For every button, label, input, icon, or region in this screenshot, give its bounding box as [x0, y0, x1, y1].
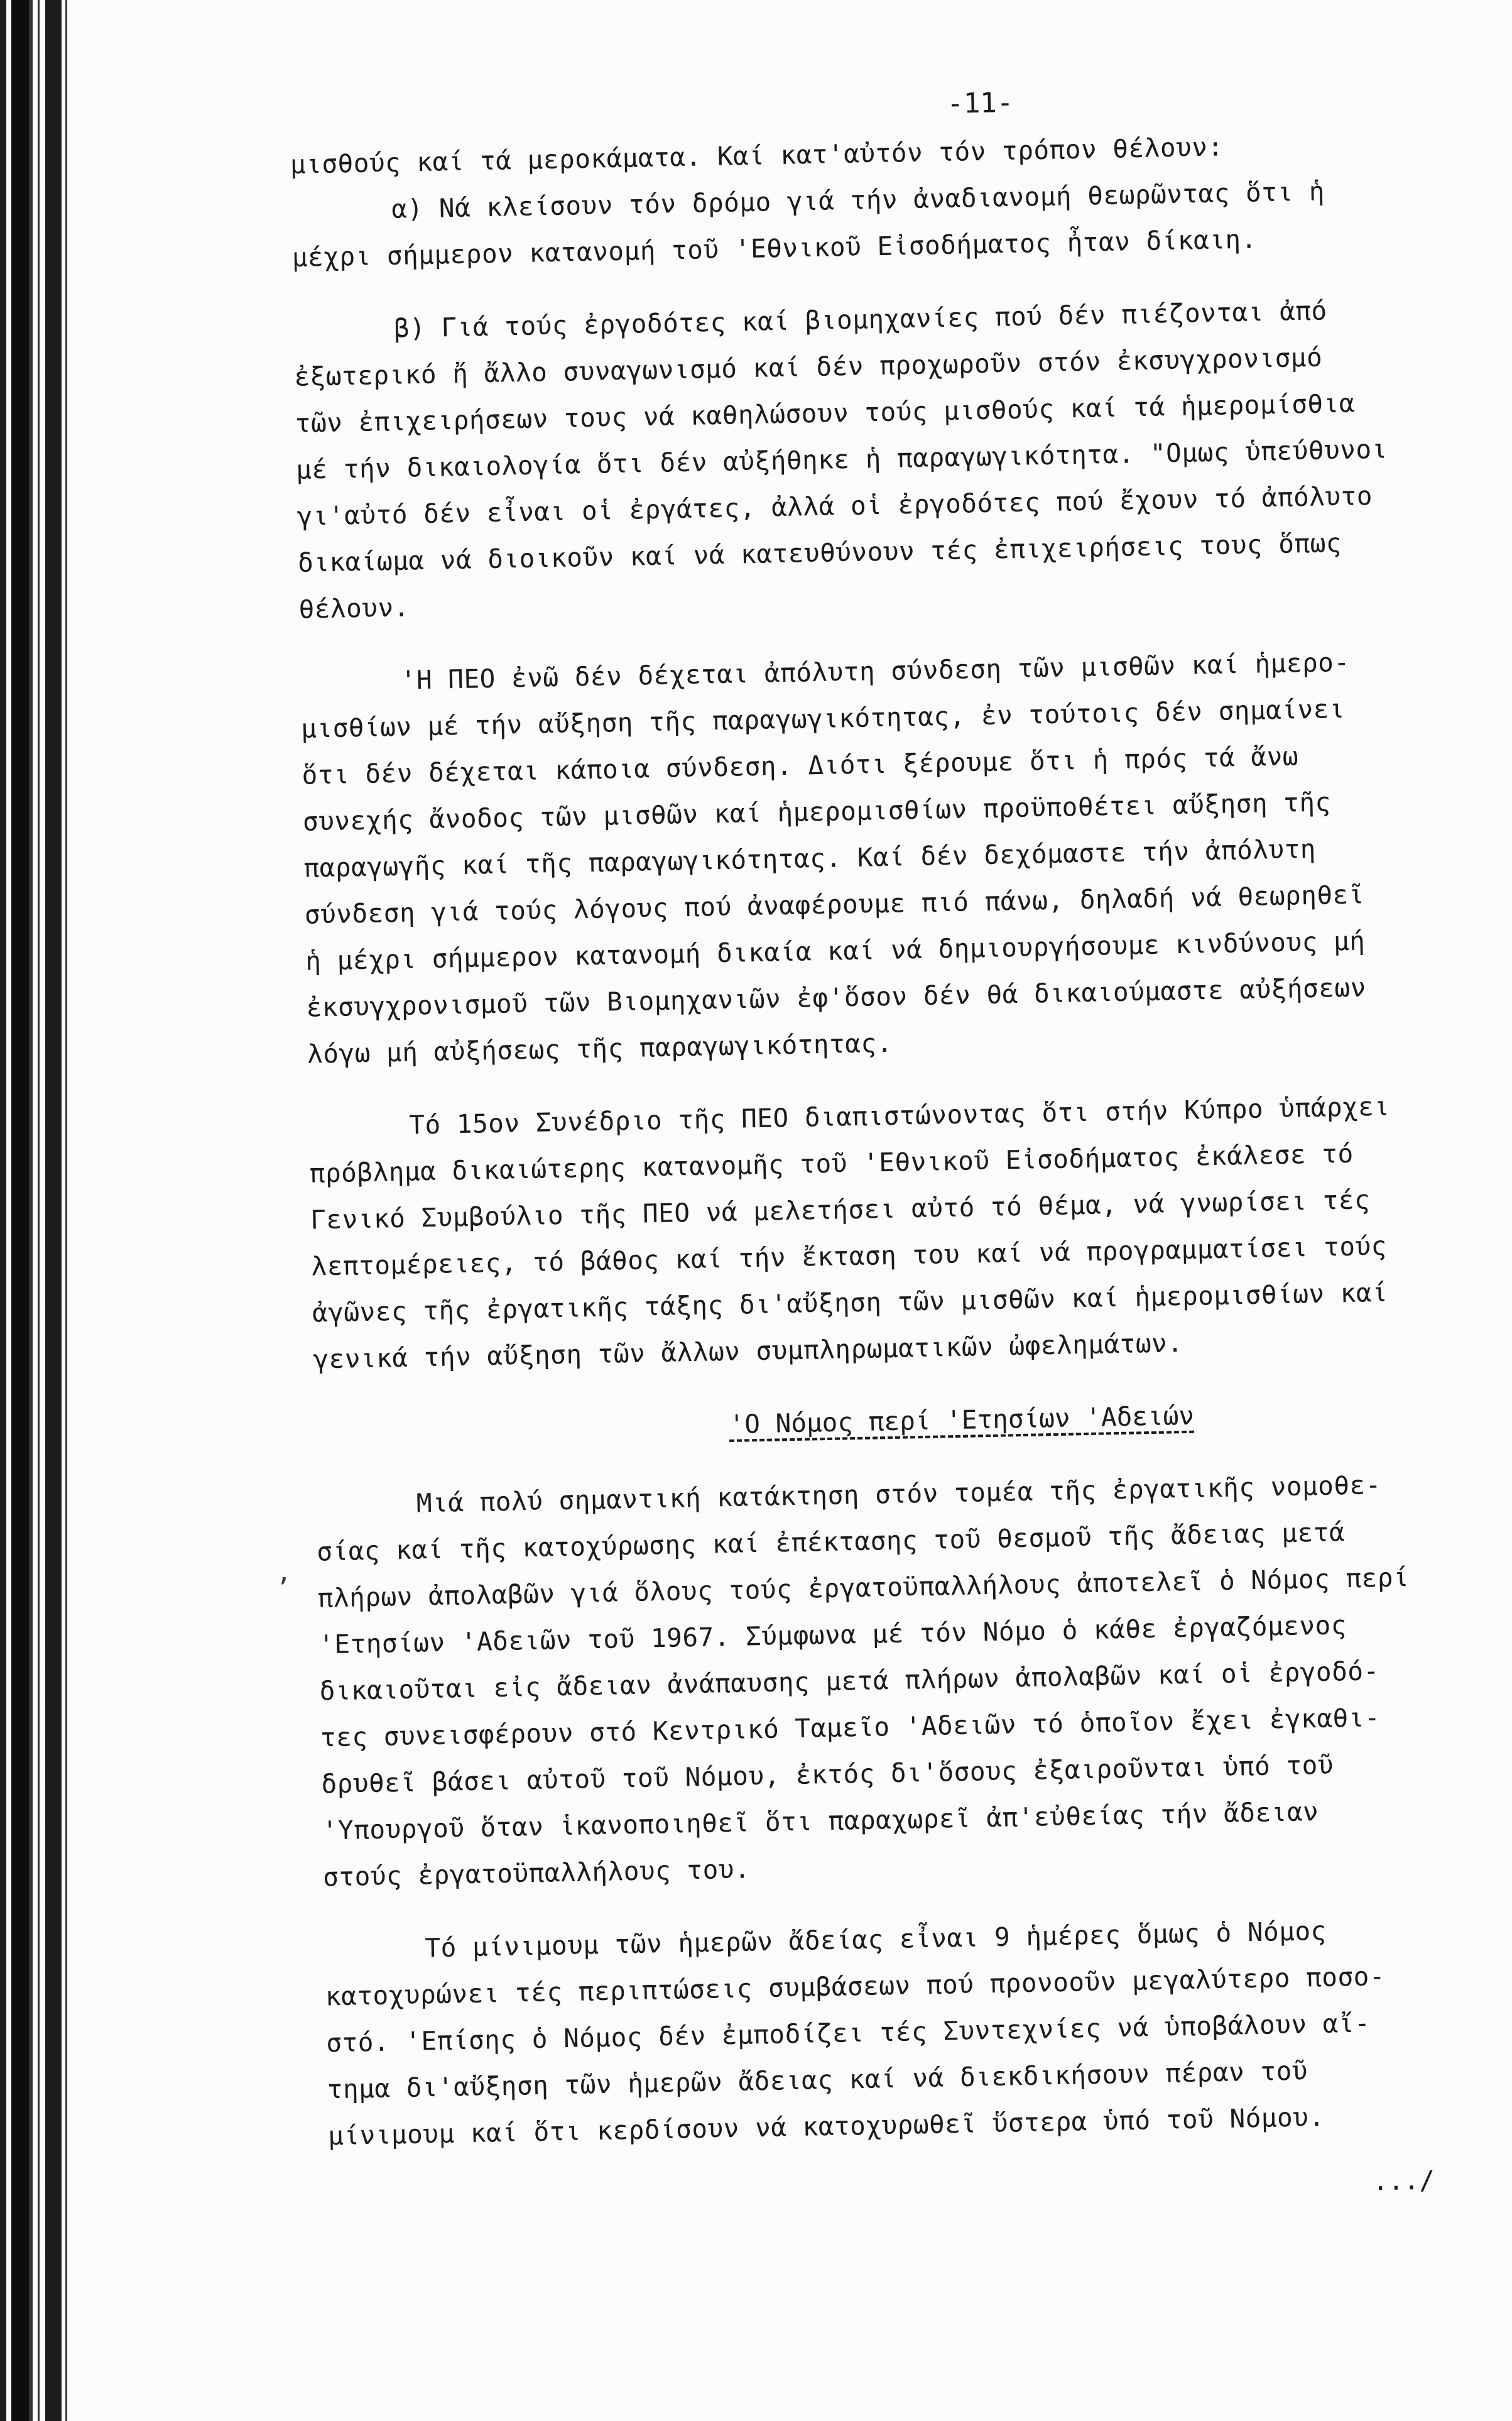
text-line: 'Υπουργοῦ ὅταν ἱκανοποιηθεῖ ὅτι παραχωρεῖ ἀπ'εὐθείας τήν ἄδειαν: [322, 1796, 1319, 1846]
text-line: μέ τήν δικαιολογία ὅτι δέν αὐξήθηκε ἡ παραγωγικότητα. "Ομως ὑπεύθυνοι: [295, 434, 1388, 485]
typewritten-page: [289, 78, 1511, 2224]
paragraph: [293, 285, 1480, 633]
text-line: μίνιμουμ καί ὅτι κερδίσουν νά κατοχυρωθεῖ ὕστερα ὑπό τοῦ Νόμου.: [327, 2101, 1325, 2151]
text-line: ἡ μέχρι σήμμερον κατανομή δικαία καί νά δημιουργήσουμε κινδύνους μή: [305, 926, 1366, 976]
text-line: δικαιοῦται εἰς ἄδειαν ἀνάπαυσης μετά πλήρων ἀπολαβῶν καί οἱ ἐργοδό-: [319, 1656, 1380, 1707]
text-line: δρυθεῖ βάσει αὐτοῦ τοῦ Νόμου, ἐκτός δι'ὅσους ἐξαιροῦνται ὑπό τοῦ: [320, 1749, 1334, 1800]
text-line: σύνδεση γιά τούς λόγους πού ἀναφέρουμε πιό πάνω, δηλαδή νά θεωρηθεῖ: [304, 879, 1365, 930]
text-line: τες συνεισφέρουν στό Κεντρικό Ταμεῖο 'Αδειῶν τό ὁποῖον ἔχει ἐγκαθι-: [320, 1702, 1381, 1753]
text-line: πλήρων ἀπολαβῶν γιά ὅλους τούς ἐργατοϋπαλλήλους ἀποτελεῖ ὁ Νόμος περί: [317, 1562, 1410, 1614]
section-heading: 'Ο Νόμος περί 'Ετησίων 'Αδειών: [729, 1400, 1195, 1440]
text-line: στούς ἐργατοϋπαλλήλους του.: [322, 1854, 751, 1893]
text-line: 'Ετησίων 'Αδειῶν τοῦ 1967. Σύμφωνα μέ τόν Νόμο ὁ κάθε ἐργαζόμενος: [318, 1610, 1347, 1660]
text-line: συνεχής ἄνοδος τῶν μισθῶν καί ἡμερομισθίων προϋποθέτει αὔξηση τῆς: [302, 787, 1332, 837]
text-line: γενικά τήν αὔξηση τῶν ἄλλων συμπληρωματικῶν ὠφελημάτων.: [313, 1328, 1183, 1375]
page-number: -11-: [946, 86, 1014, 120]
text-line: παραγωγῆς καί τῆς παραγωγικότητας. Καί δέν δεχόμαστε τήν ἀπόλυτη: [303, 833, 1317, 883]
text-line: σίας καί τῆς κατοχύρωσης καί ἐπέκτασης τοῦ θεσμοῦ τῆς ἄδειας μετά: [316, 1517, 1346, 1567]
text-line: στό. 'Επίσης ὁ Νόμος δέν ἐμποδίζει τές Συντεχνίες νά ὑποβάλουν αἴ-: [325, 2008, 1371, 2058]
text-line: θέλουν.: [298, 592, 410, 625]
stray-pen-mark: ,: [276, 1558, 292, 1587]
text-line: δικαίωμα νά διοικοῦν καί νά κατευθύνουν τές ἐπιχειρήσεις τους ὅπως: [297, 527, 1342, 578]
text-line: πρόβλημα δικαιώτερης κατανομῆς τοῦ 'Εθνικοῦ Εἰσοδήματος ἐκάλεσε τό: [309, 1138, 1354, 1189]
text-line: ἀγῶνες τῆς ἐργατικῆς τάξης δι'αὔξηση τῶν μισθῶν καί ἡμερομισθίων καί: [312, 1277, 1388, 1328]
text-line: τῶν ἐπιχειρήσεων τους νά καθηλώσουν τούς μισθούς καί τά ἡμερομίσθια: [295, 388, 1356, 439]
text-line: Τό 15ον Συνέδριο τῆς ΠΕΟ διαπιστώνοντας ὅτι στήν Κύπρο ὑπάρχει: [408, 1091, 1390, 1140]
text-line: κατοχυρώνει τές περιπτώσεις συμβάσεων πού προνοοῦν μεγαλύτερο ποσο-: [325, 1961, 1386, 2012]
text-line: Τό μίνιμουμ τῶν ἡμερῶν ἄδείας εἶναι 9 ἡμέρες ὅμως ὁ Νόμος: [425, 1915, 1327, 1964]
text-line: μέχρι σήμμερον κατανομή τοῦ 'Εθνικοῦ Εἰσοδήματος ἦταν δίκαιη.: [291, 224, 1258, 273]
text-line: γι'αὐτό δέν εἶναι οἱ ἐργάτες, ἀλλά οἱ ἐργοδότες πού ἔχουν τό ἀπόλυτο: [296, 481, 1373, 532]
text-line: Μιά πολύ σημαντική κατάκτηση στόν τομέα τῆς ἐργατικῆς νομοθε-: [416, 1470, 1382, 1519]
book-binding-edge: [0, 0, 94, 2421]
text-line: λεπτομέρειες, τό βάθος καί τήν ἔκταση του καί νά προγραμματίσει τούς: [311, 1230, 1388, 1282]
text-line: τημα δι'αὔξηση τῶν ἡμερῶν ἄδειας καί νά διεκδικήσουν πέραν τοῦ: [327, 2055, 1308, 2105]
text-line: α) Νά κλείσουν τόν δρόμο γιά τήν ἀναδιανομή θεωρῶντας ὅτι ἡ: [391, 176, 1325, 224]
paragraph: [324, 1904, 1509, 2159]
text-line: β) Γιά τούς ἐργοδότες καί βιομηχανίες πού δέν πιέζονται ἀπό: [393, 295, 1328, 344]
text-line: μισθίων μέ τήν αὔξηση τῆς παραγωγικότητας, ἐν τούτοις δέν σημαίνει: [300, 693, 1346, 744]
text-line: ἐξωτερικό ἤ ἄλλο συναγωνισμό καί δέν προχωροῦν στόν ἐκσυγχρονισμό: [293, 342, 1323, 392]
text-line: μισθούς καί τά μεροκάματα. Καί κατ'αὐτόν τόν τρόπον θέλουν:: [290, 131, 1224, 180]
continuation-mark: ...∕: [1372, 2165, 1435, 2197]
text-line: Γενικό Συμβούλιο τῆς ΠΕΟ νά μελετήσει αὐτό τό θέμα, νά γνωρίσει τές: [310, 1184, 1371, 1235]
paragraph: [308, 1081, 1494, 1383]
paragraph: [315, 1460, 1504, 1901]
text-line: ὅτι δέν δέχεται κάποια σύνδεση. Διότι ξέρουμε ὅτι ἡ πρός τά ἄνω: [302, 741, 1299, 790]
text-line: λόγω μή αὐξήσεως τῆς παραγωγικότητας.: [307, 1027, 893, 1069]
text-line: ἐκσυγχρονισμοῦ τῶν Βιομηχανιῶν ἐφ'ὅσον δέν θά δικαιούμαστε αὐξήσεων: [306, 972, 1367, 1023]
paragraph: [300, 637, 1488, 1078]
text-line: 'Η ΠΕΟ ἐνῶ δέν δέχεται ἀπόλυτη σύνδεση τῶν μισθῶν καί ἡμερο-: [400, 647, 1350, 696]
